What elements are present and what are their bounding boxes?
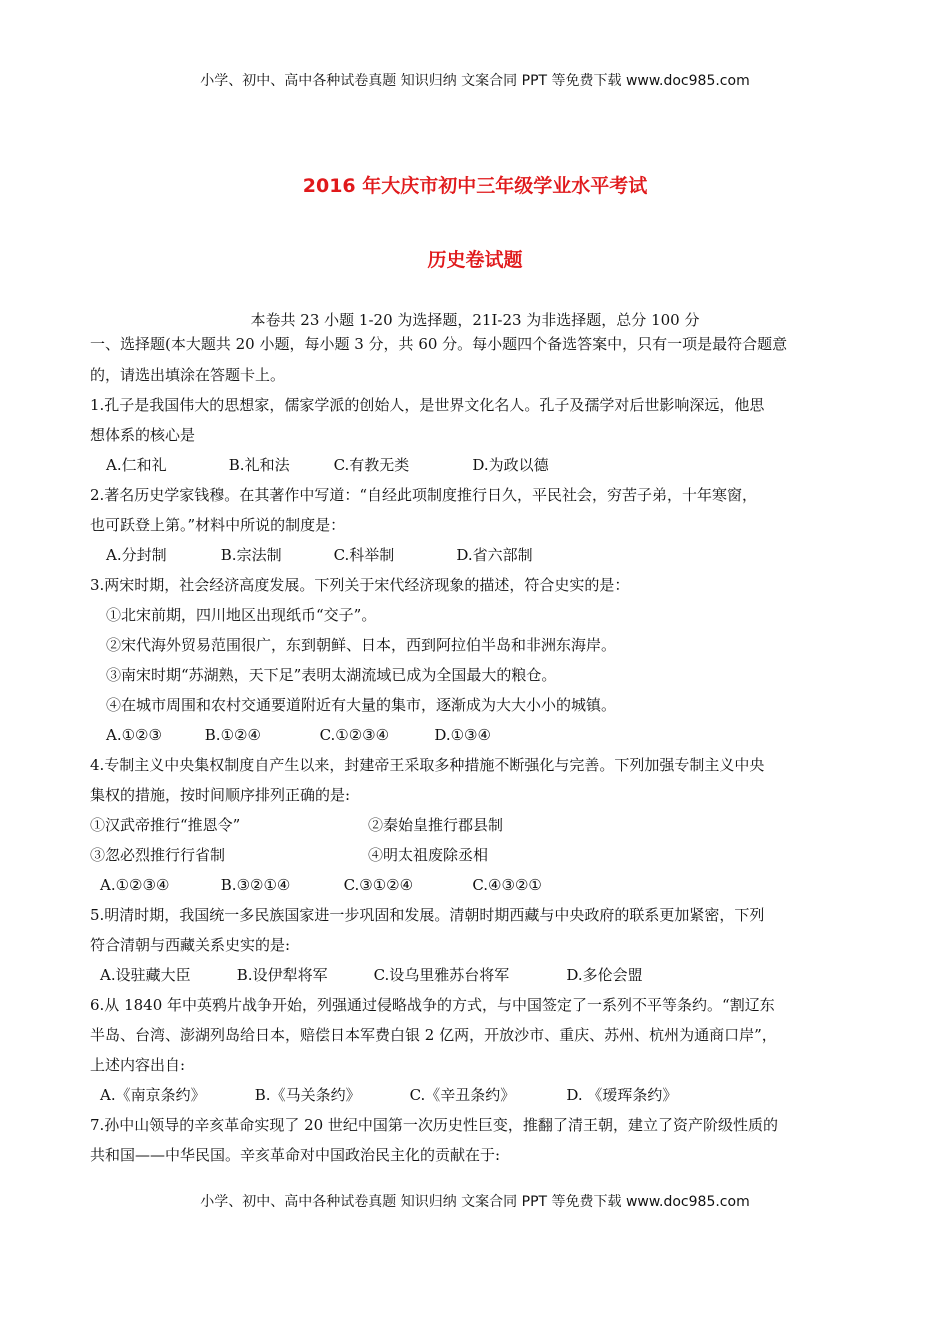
q7-stem-line1: 7.孙中山领导的辛亥革命实现了 20 世纪中国第一次历史性巨变，推翻了清王朝，建立了资产阶级性质的 (90, 1116, 778, 1134)
q3-stem: 3.两宋时期，社会经济高度发展。下列关于宋代经济现象的描述，符合史实的是： (90, 576, 630, 594)
q1-option-d: D.为政以德 (472, 456, 549, 474)
q4-stem-line2: 集权的措施，按时间顺序排列正确的是: (90, 786, 351, 804)
q5-option-a: A.设驻藏大臣 (100, 966, 191, 984)
q4-option-d: C.④③②① (472, 876, 542, 894)
q3-option-a: A.①②③ (106, 726, 162, 744)
q4-option-b: B.③②①④ (220, 876, 291, 894)
q4-item-2: ②秦始皇推行郡县制 (368, 816, 504, 834)
q2-stem-line2: 也可跃登上第。”材料中所说的制度是： (90, 516, 346, 534)
q4-option-a: A.①②③④ (100, 876, 170, 894)
q4-option-c: C.③①②④ (343, 876, 414, 894)
q5-stem-line2: 符合清朝与西藏关系史实的是: (90, 936, 291, 954)
q6-option-a: A.《南京条约》 (100, 1086, 206, 1104)
q3-item-1: ①北宋前期，四川地区出现纸币“交子”。 (106, 606, 377, 624)
section-instructions-line1: 一、选择题(本大题共 20 小题，每小题 3 分，共 60 分。每小题四个备选答案中，只有一项是最符合题意 (90, 335, 788, 353)
q1-stem-line2: 想体系的核心是 (90, 426, 196, 444)
q1-options (106, 455, 549, 475)
q4-item-1: ①汉武帝推行“推恩令” (90, 816, 241, 834)
q4-item-4: ④明太祖废除丞相 (368, 846, 489, 864)
q4-stem-line1: 4.专制主义中央集权制度自产生以来，封建帝王采取多种措施不断强化与完善。下列加强专制主义中央 (90, 756, 765, 774)
q1-option-b: B.礼和法 (228, 456, 290, 474)
section-instructions-line2: 的，请选出填涂在答题卡上。 (90, 366, 286, 384)
q3-item-3: ③南宋时期“苏湖熟，天下足”表明太湖流域已成为全国最大的粮仓。 (106, 666, 557, 684)
q3-option-b: B.①②④ (204, 726, 261, 744)
exam-title: 2016 年大庆市初中三年级学业水平考试 (302, 175, 648, 197)
q5-option-b: B.设伊犁将军 (236, 966, 328, 984)
q2-options (106, 545, 533, 565)
q6-stem-line1: 6.从 1840 年中英鸦片战争开始，列强通过侵略战争的方式，与中国签定了一系列不平等条约。“割辽东 (90, 996, 775, 1014)
q5-stem-line1: 5.明清时期，我国统一多民族国家进一步巩固和发展。清朝时期西藏与中央政府的联系更加紧密，下列 (90, 906, 765, 924)
q1-option-c: C.有教无类 (333, 456, 410, 474)
q4-options (100, 875, 542, 895)
page-footer: 小学、初中、高中各种试卷真题 知识归纳 文案合同 PPT 等免费下载 www.doc985.com (200, 1194, 750, 1210)
q2-option-c: C.科举制 (333, 546, 395, 564)
q1-stem-line1: 1.孔子是我国伟大的思想家，儒家学派的创始人，是世界文化名人。孔子及孺学对后世影响深远，他思 (90, 396, 765, 414)
exam-subtitle: 历史卷试题 (427, 249, 523, 271)
q6-options (100, 1085, 677, 1105)
q2-option-a: A.分封制 (106, 546, 167, 564)
q5-option-c: C.设乌里雅苏台将军 (373, 966, 510, 984)
q3-option-c: C.①②③④ (319, 726, 390, 744)
q3-option-d: D.①③④ (434, 726, 491, 744)
q6-option-c: C.《辛丑条约》 (409, 1086, 516, 1104)
q7-stem-line2: 共和国——中华民国。辛亥革命对中国政治民主化的贡献在于: (90, 1146, 501, 1164)
q2-option-b: B.宗法制 (220, 546, 282, 564)
q5-option-d: D.多伦会盟 (566, 966, 643, 984)
page-header: 小学、初中、高中各种试卷真题 知识归纳 文案合同 PPT 等免费下载 www.doc985.com (200, 73, 750, 89)
q6-option-d: D. 《瑷珲条约》 (566, 1086, 678, 1104)
q3-options (106, 725, 491, 745)
q2-option-d: D.省六部制 (456, 546, 533, 564)
q4-item-3: ③忽必烈推行行省制 (90, 846, 226, 864)
q6-option-b: B.《马关条约》 (254, 1086, 361, 1104)
q3-item-4: ④在城市周围和农村交通要道附近有大量的集市，逐渐成为大大小小的城镇。 (106, 696, 617, 714)
q5-options (100, 965, 643, 985)
q2-stem-line1: 2.著名历史学家钱穆。在其著作中写道：“自经此项制度推行日久，平民社会，穷苦子弟，十年寒窗， (90, 486, 757, 504)
q6-stem-line3: 上述内容出自: (90, 1056, 186, 1074)
q6-stem-line2: 半岛、台湾、澎湖列岛给日本，赔偿日本军费白银 2 亿两，开放沙市、重庆、苏州、杭州为通商口岸”， (90, 1026, 777, 1044)
q1-option-a: A.仁和礼 (106, 456, 167, 474)
exam-intro: 本卷共 23 小题 1-20 为选择题，21I-23 为非选择题，总分 100 分 (250, 311, 700, 329)
q3-item-2: ②宋代海外贸易范围很广，东到朝鲜、日本，西到阿拉伯半岛和非洲东海岸。 (106, 636, 617, 654)
